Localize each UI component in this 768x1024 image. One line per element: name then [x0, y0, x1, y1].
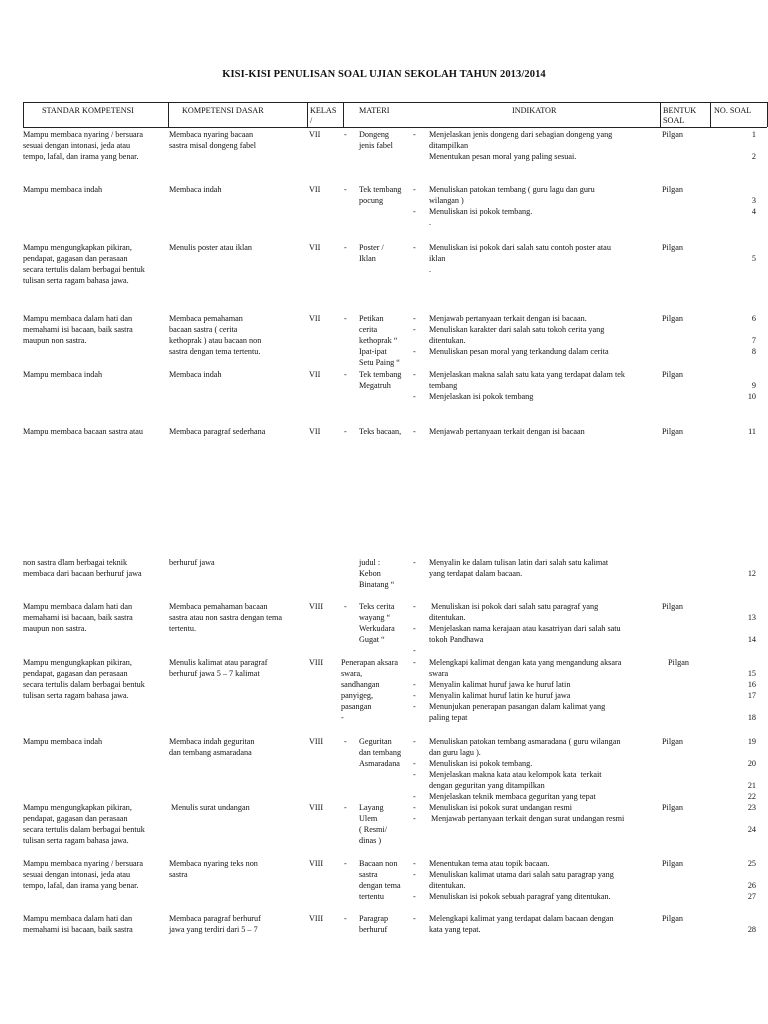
no-soal: 1 2 [751, 130, 756, 161]
kelas: VII [309, 314, 321, 323]
indikator: Menuliskan patokan tembang ( guru lagu dan guru wilangan ) Menuliskan isi pokok tembang. . [429, 185, 595, 227]
materi: judul : Kebon Binatang “ [359, 558, 395, 589]
materi-bullet: - [344, 243, 347, 252]
standar-kompetensi: Mampu membaca dalam hati dan memahami isi bacaan, baik sastra maupun non sastra. [23, 602, 133, 633]
header-bentuk: BENTUK SOAL [663, 106, 697, 125]
standar-kompetensi: Mampu membaca indah [23, 737, 103, 746]
no-soal: 25 26 27 [747, 859, 756, 901]
indikator: Melengkapi kalimat dengan kata yang mengandung aksara swara Menyalin kalimat huruf jawa ke huruf latin Menyalin kalimat huruf latin ke huruf jawa Menunjukan penerapan pasangan dalam kalimat yang paling tepat [429, 658, 622, 722]
indikator: Menuliskan patokan tembang asmaradana ( guru wilangan dan guru lagu ). Menuliskan isi pokok tembang. Menjelaskan makna kata atau kelompok kata terkait dengan geguritan yang ditampilkan Menjelaskan teknik membaca geguritan yang tepat [429, 737, 621, 801]
no-soal: 9 10 [747, 381, 756, 401]
standar-kompetensi: Mampu membaca dalam hati dan memahami isi bacaan, baik sastra [23, 914, 133, 934]
bentuk-soal: Pilgan [662, 314, 683, 323]
bentuk-soal: Pilgan [662, 130, 683, 139]
standar-kompetensi: Mampu mengungkapkan pikiran, pendapat, gagasan dan perasaan secara tertulis dalam berbagai bentuk tulisan serta ragam bahasa jawa. [23, 243, 145, 285]
no-soal: 12 [747, 569, 756, 578]
bentuk-soal: Pilgan [668, 658, 689, 667]
header-col-divider [168, 102, 169, 127]
indikator: Menjawab pertanyaan terkait dengan isi bacaan. Menuliskan karakter dari salah satu tokoh cerita yang ditentukan. Menuliskan pesan moral yang terkandung dalam cerita [429, 314, 609, 356]
standar-kompetensi: Mampu membaca bacaan sastra atau [23, 427, 144, 436]
kompetensi-dasar: Membaca nyaring bacaan sastra misal dongeng fabel [169, 130, 257, 150]
bentuk-soal: Pilgan [662, 859, 683, 868]
kelas: VII [309, 370, 321, 379]
kompetensi-dasar: Membaca pemahaman bacaan sastra ( cerita kethoprak ) atau bacaan non sastra dengan tema tertentu. [169, 314, 262, 356]
materi-bullet: - [344, 914, 347, 923]
materi-bullet: - [344, 314, 347, 323]
indikator: Menjawab pertanyaan terkait dengan isi bacaan [429, 427, 585, 436]
indikator-bullets: - - [413, 370, 416, 401]
kelas: VIII [309, 914, 324, 923]
bentuk-soal: Pilgan [662, 370, 683, 379]
kompetensi-dasar: Membaca pemahaman bacaan sastra atau non sastra dengan tema tertentu. [169, 602, 282, 633]
kompetensi-dasar: Menulis poster atau iklan [169, 243, 252, 252]
indikator-bullets: - [413, 130, 416, 139]
no-soal: 23 24 [747, 803, 756, 834]
materi: Petikan cerita kethoprak “ Ipat-ipat Setu Paing “ [359, 314, 400, 367]
header-dasar: KOMPETENSI DASAR [182, 106, 264, 115]
materi: Poster / Iklan [359, 243, 384, 263]
header-top-rule [23, 102, 767, 103]
materi: Penerapan aksara swara, sandhangan panyigeg, pasangan - [341, 658, 399, 722]
header-col-divider [23, 102, 24, 127]
kelas: VII [309, 243, 321, 252]
indikator: Menuliskan isi pokok dari salah satu contoh poster atau iklan . [429, 243, 611, 274]
header-indikator: INDIKATOR [512, 106, 557, 115]
header-bottom-rule [23, 127, 767, 128]
materi: Layang Ulem ( Resmi/ dinas ) [359, 803, 387, 845]
kelas: VIII [309, 803, 324, 812]
header-col-divider [343, 102, 344, 127]
materi: Tek tembang Megatruh [359, 370, 402, 390]
bentuk-soal: Pilgan [662, 243, 683, 252]
materi: Teks bacaan, [359, 427, 402, 436]
standar-kompetensi: Mampu membaca indah [23, 185, 103, 194]
standar-kompetensi: Mampu membaca dalam hati dan memahami isi bacaan, baik sastra maupun non sastra. [23, 314, 133, 345]
bentuk-soal: Pilgan [662, 914, 683, 923]
kelas: VII [309, 130, 321, 139]
document-title: KISI-KISI PENULISAN SOAL UJIAN SEKOLAH TAHUN 2013/2014 [222, 69, 546, 80]
materi-bullet: - [344, 370, 347, 379]
no-soal: 11 [748, 427, 756, 436]
kompetensi-dasar: Membaca indah [169, 370, 222, 379]
materi-bullet: - [344, 737, 347, 746]
bentuk-soal: Pilgan [662, 737, 683, 746]
indikator: Menyalin ke dalam tulisan latin dari salah satu kalimat yang terdapat dalam bacaan. [429, 558, 609, 578]
bentuk-soal: Pilgan [662, 602, 683, 611]
header-no: NO. SOAL [714, 106, 752, 115]
bentuk-soal: Pilgan [662, 427, 683, 436]
kelas: VII [309, 185, 321, 194]
kelas: VIII [309, 859, 324, 868]
indikator: Menuliskan isi pokok dari salah satu paragraf yang ditentukan. Menjelaskan nama kerajaan atau kasatriyan dari salah satu tokoh Pandhawa [429, 602, 621, 644]
materi: Tek tembang pocung [359, 185, 402, 205]
indikator: Menentukan tema atau topik bacaan. Menuliskan kalimat utama dari salah satu paragrap yang ditentukan. Menuliskan isi pokok sebuah paragraf yang ditentukan. [429, 859, 614, 901]
kompetensi-dasar: Menulis kalimat atau paragraf berhuruf jawa 5 – 7 kalimat [169, 658, 268, 678]
indikator-bullets: - - - - [413, 658, 416, 711]
kelas: VIII [309, 737, 324, 746]
indikator: Menjelaskan jenis dongeng dari sebagian dongeng yang ditampilkan Menentukan pesan moral yang paling sesuai. [429, 130, 613, 161]
no-soal: 6 7 8 [751, 314, 756, 356]
header-standar: STANDAR KOMPETENSI [42, 106, 134, 115]
header-kelas: KELAS / [310, 106, 337, 125]
materi-bullet: - [344, 427, 347, 436]
materi-bullet: - [344, 602, 347, 611]
standar-kompetensi: Mampu membaca nyaring / bersuara sesuai dengan intonasi, jeda atau tempo, lafal, dan irama yang benar. [23, 130, 144, 161]
kompetensi-dasar: Membaca indah [169, 185, 222, 194]
header-col-divider [710, 102, 711, 127]
indikator-bullets: - - - [413, 602, 416, 655]
no-soal: 5 [751, 254, 756, 263]
materi: Teks cerita wayang “ Werkudara Gugat “ [359, 602, 395, 644]
kelas: VIII [309, 658, 324, 667]
materi: Dongeng jenis fabel [359, 130, 393, 150]
bentuk-soal: Pilgan [662, 803, 683, 812]
kelas: VIII [309, 602, 324, 611]
standar-kompetensi: Mampu mengungkapkan pikiran, pendapat, gagasan dan perasaan secara tertulis dalam berbagai bentuk tulisan serta ragam bahasa jawa. [23, 803, 145, 845]
header-materi: MATERI [359, 106, 390, 115]
materi-bullet: - [344, 185, 347, 194]
indikator-bullets: - [413, 427, 416, 436]
indikator-bullets: - - - [413, 314, 416, 356]
bentuk-soal: Pilgan [662, 185, 683, 194]
no-soal: 15 16 17 18 [747, 669, 756, 722]
standar-kompetensi: Mampu membaca indah [23, 370, 103, 379]
indikator-bullets: - - [413, 185, 416, 216]
materi-bullet: - [344, 859, 347, 868]
kelas: VII [309, 427, 321, 436]
no-soal: 13 14 [747, 613, 756, 644]
materi: Paragrap berhuruf [359, 914, 389, 934]
materi: Bacaan non sastra dengan tema tertentu [359, 859, 401, 901]
materi-bullet: - [344, 803, 347, 812]
standar-kompetensi: non sastra dlam berbagai teknik membaca dari bacaan berhuruf jawa [23, 558, 142, 578]
indikator: Melengkapi kalimat yang terdapat dalam bacaan dengan kata yang tepat. [429, 914, 614, 934]
materi-bullet: - [344, 130, 347, 139]
indikator-bullets: - - [413, 803, 416, 823]
indikator: Menuliskan isi pokok surat undangan resmi Menjawab pertanyaan terkait dengan surat undangan resmi [429, 803, 625, 823]
indikator: Menjelaskan makna salah satu kata yang terdapat dalam tek tembang Menjelaskan isi pokok tembang [429, 370, 625, 401]
kompetensi-dasar: Membaca indah geguritan dan tembang asmaradana [169, 737, 255, 757]
header-col-divider [307, 102, 308, 127]
indikator-bullets: - [413, 558, 416, 567]
kompetensi-dasar: Membaca paragraf sederhana [169, 427, 266, 436]
materi: Geguritan dan tembang Asmaradana [359, 737, 402, 768]
kompetensi-dasar: Menulis surat undangan [169, 803, 250, 812]
standar-kompetensi: Mampu mengungkapkan pikiran, pendapat, gagasan dan perasaan secara tertulis dalam berbagai bentuk tulisan serta ragam bahasa jawa. [23, 658, 145, 700]
header-col-divider [660, 102, 661, 127]
indikator-bullets: - [413, 914, 416, 923]
no-soal: 3 4 [751, 196, 756, 216]
indikator-bullets: - [413, 243, 416, 252]
kompetensi-dasar: berhuruf jawa [169, 558, 215, 567]
no-soal: 19 20 21 22 [747, 737, 756, 801]
kompetensi-dasar: Membaca nyaring teks non sastra [169, 859, 258, 879]
kompetensi-dasar: Membaca paragraf berhuruf jawa yang terdiri dari 5 – 7 [169, 914, 261, 934]
no-soal: 28 [747, 925, 756, 934]
indikator-bullets: - - - [413, 859, 416, 901]
standar-kompetensi: Mampu membaca nyaring / bersuara sesuai dengan intonasi, jeda atau tempo, lafal, dan irama yang benar. [23, 859, 144, 890]
indikator-bullets: - - - - [413, 737, 416, 801]
